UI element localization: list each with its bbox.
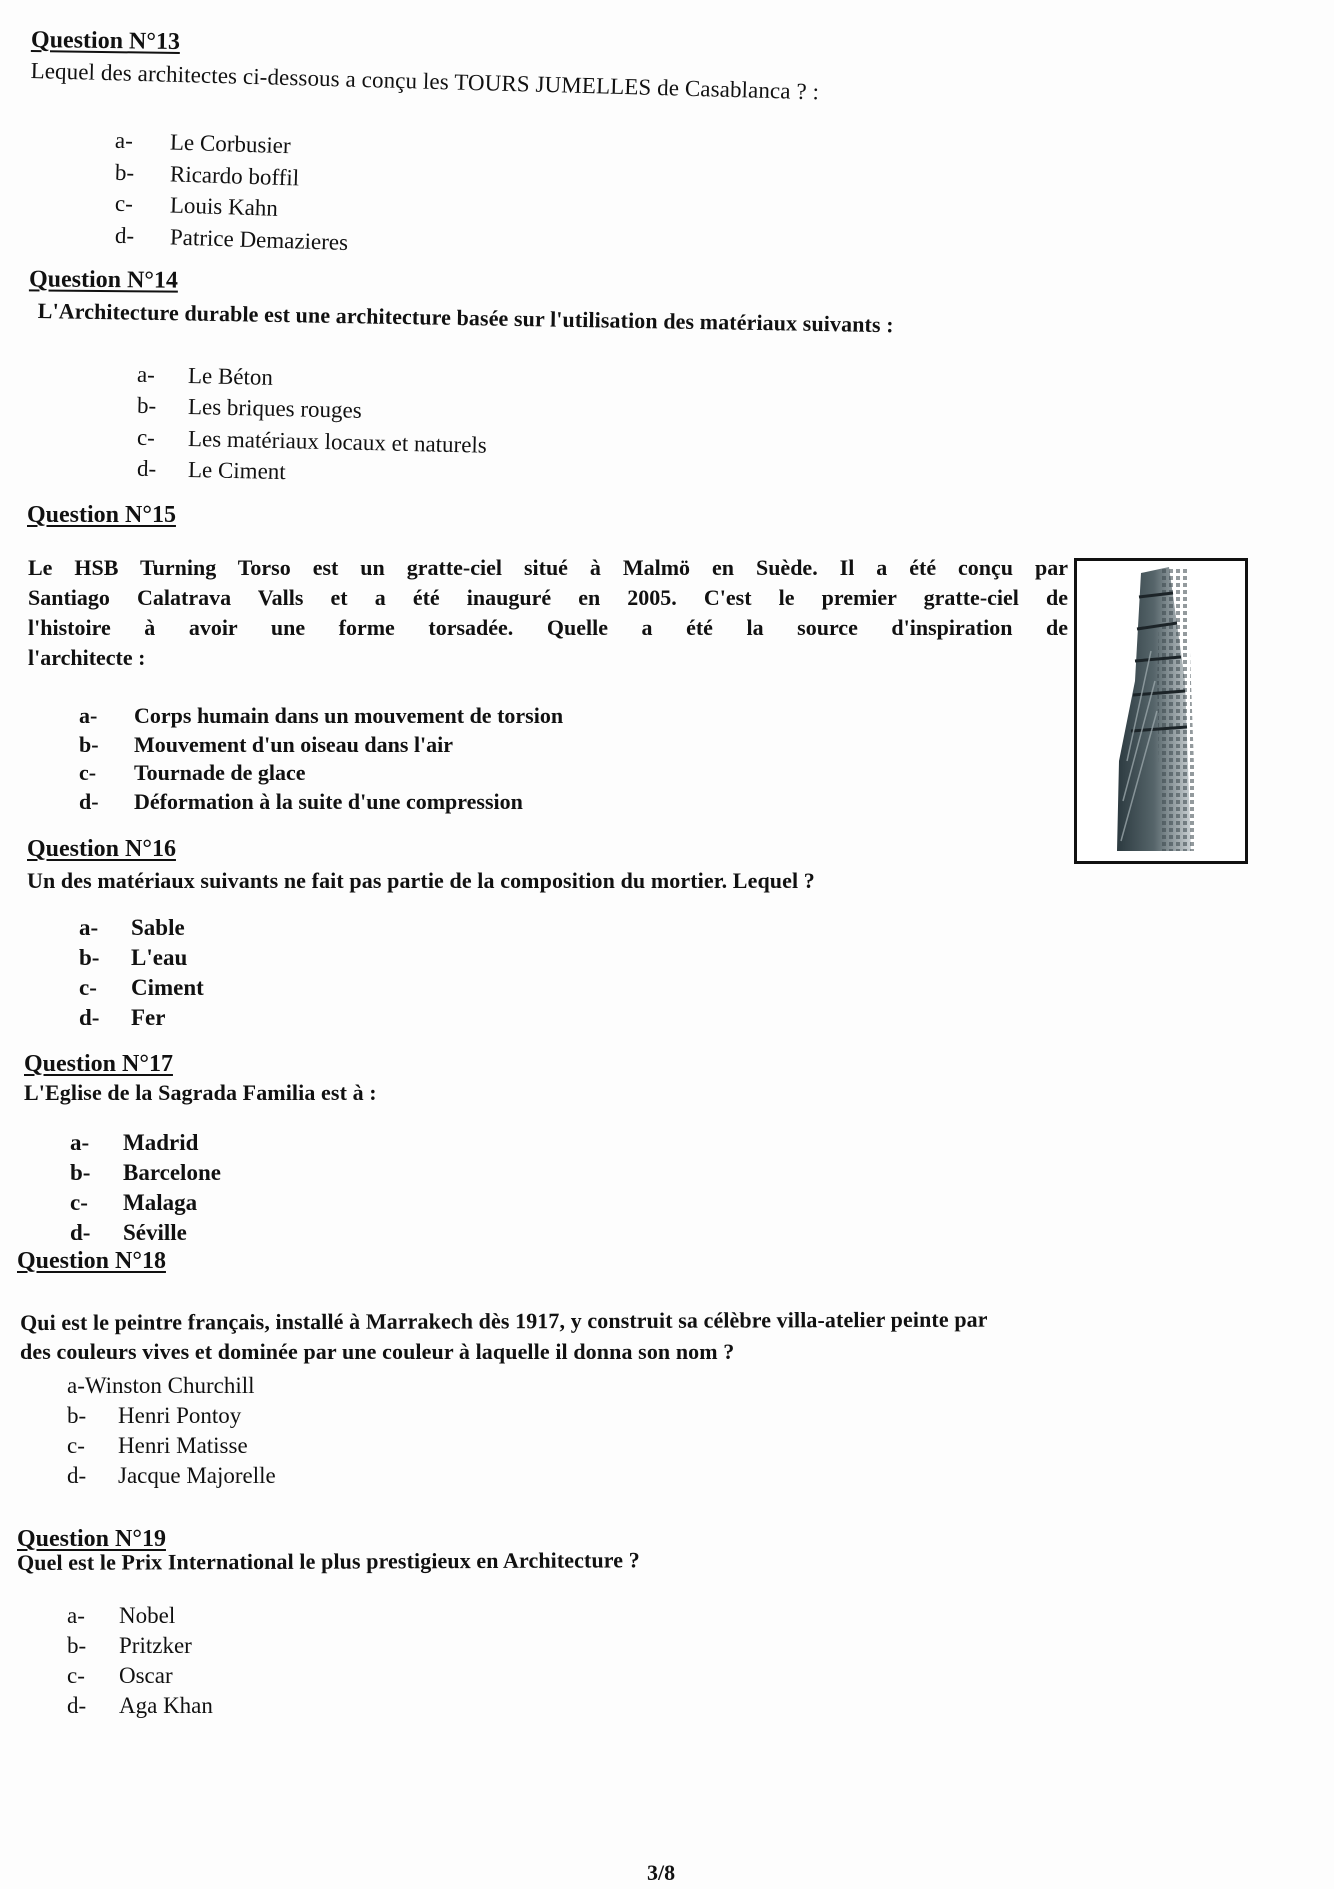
option-letter: c- (114, 190, 134, 217)
question-15-line-2: Santiago Calatrava Valls et a été inauguré en 2005. C'est le premier gratte-ciel de (28, 585, 1068, 610)
option-label: Aga Khan (119, 1693, 213, 1718)
option-letter: d- (67, 1693, 87, 1718)
option-letter: c- (79, 975, 97, 1000)
option-label: Louis Kahn (169, 192, 279, 221)
option-b (114, 159, 300, 191)
option-b (79, 732, 454, 758)
question-18-text-line-1: Qui est le peintre français, installé à Marrakech dès 1917, y construit sa célèbre villa-atelier peinte par (20, 1306, 988, 1335)
option-label: Les briques rouges (187, 393, 362, 423)
option-label: Déformation à la suite d'une compression (134, 789, 523, 814)
option-letter: c- (79, 760, 97, 785)
option-b (70, 1160, 221, 1186)
option-label: L'eau (131, 945, 188, 970)
option-letter: b- (79, 945, 100, 970)
option-letter: d- (79, 789, 99, 814)
question-18-text-line-2: des couleurs vives et dominée par une couleur à laquelle il donna son nom ? (20, 1339, 735, 1364)
option-d (136, 455, 286, 485)
option-letter: b- (136, 392, 157, 419)
option-letter: a- (67, 1373, 85, 1398)
option-letter: a- (67, 1603, 85, 1628)
question-13-text: Lequel des architectes ci-dessous a conçu les TOURS JUMELLES de Casablanca ? : (30, 58, 820, 105)
option-letter: a- (136, 361, 156, 388)
option-letter: b- (70, 1160, 91, 1185)
option-letter: c- (67, 1663, 85, 1688)
option-d (79, 789, 523, 815)
option-letter: b- (79, 732, 99, 757)
option-letter: c- (70, 1190, 88, 1215)
option-label: Barcelone (123, 1160, 221, 1185)
question-14-text: L'Architecture durable est une architecture basée sur l'utilisation des matériaux suivants : (37, 298, 894, 338)
option-letter: d- (136, 455, 157, 482)
question-15-line-3: l'histoire à avoir une forme torsadée. Quelle a été la source d'inspiration de (28, 615, 1068, 640)
option-a (114, 127, 292, 159)
option-label: Ricardo boffil (169, 161, 300, 191)
option-label: Les matériaux locaux et naturels (187, 425, 488, 458)
option-letter: a- (70, 1130, 90, 1155)
option-a (79, 915, 185, 941)
question-14-heading: Question N°14 (28, 266, 179, 294)
option-label: Tournade de glace (134, 760, 306, 785)
option-label: Jacque Majorelle (118, 1463, 276, 1488)
option-letter: d- (79, 1005, 100, 1030)
option-label: Mouvement d'un oiseau dans l'air (134, 732, 454, 757)
question-16-text: Un des matériaux suivants ne fait pas partie de la composition du mortier. Lequel ? (27, 868, 815, 893)
option-c (70, 1190, 198, 1216)
question-18-heading: Question N°18 (17, 1248, 166, 1274)
question-16-heading: Question N°16 (27, 836, 176, 862)
option-d (114, 222, 349, 256)
question-15-line-4: l'architecte : (28, 645, 146, 670)
option-label: Sable (131, 915, 185, 940)
option-label: Patrice Demazieres (169, 224, 349, 256)
page-number: 3/8 (647, 1860, 676, 1885)
option-label: Malaga (123, 1190, 198, 1215)
option-letter: b- (67, 1633, 87, 1658)
option-letter: d- (114, 222, 135, 249)
option-label: Henri Pontoy (118, 1403, 242, 1428)
option-b (67, 1633, 192, 1659)
option-d (79, 1005, 166, 1031)
question-19-heading: Question N°19 (17, 1526, 166, 1552)
turning-torso-image (1074, 558, 1248, 864)
option-label: Séville (123, 1220, 187, 1245)
option-letter: b- (114, 159, 135, 186)
option-a (67, 1373, 255, 1399)
option-a (79, 703, 564, 729)
option-b (79, 945, 188, 971)
option-letter: b- (67, 1403, 87, 1428)
option-d (67, 1463, 276, 1489)
option-label: Oscar (119, 1663, 173, 1688)
option-a (70, 1130, 199, 1156)
option-b (136, 392, 362, 423)
option-c (114, 190, 279, 221)
option-label: Le Corbusier (169, 129, 292, 159)
question-15-line-1: Le HSB Turning Torso est un gratte-ciel situé à Malmö en Suède. Il a été conçu par (28, 555, 1068, 580)
option-label: Henri Matisse (118, 1433, 248, 1458)
option-letter: c- (136, 424, 156, 451)
option-label: Fer (131, 1005, 166, 1030)
option-letter: c- (67, 1433, 85, 1458)
option-letter: d- (70, 1220, 91, 1245)
question-15-heading: Question N°15 (27, 502, 176, 528)
option-d (70, 1220, 187, 1246)
option-letter: a- (79, 703, 98, 728)
option-label: Nobel (119, 1603, 176, 1628)
option-c (67, 1663, 173, 1689)
skyscraper-photo-icon (1077, 561, 1245, 861)
option-c (67, 1433, 248, 1459)
option-label: Winston Churchill (84, 1373, 255, 1398)
option-letter: a- (114, 127, 134, 154)
option-label: Pritzker (119, 1633, 192, 1658)
option-c (79, 975, 204, 1001)
option-b (67, 1403, 242, 1429)
question-19-text: Quel est le Prix International le plus prestigieux en Architecture ? (17, 1547, 640, 1575)
option-a (136, 361, 274, 390)
option-label: Madrid (123, 1130, 199, 1155)
option-letter: d- (67, 1463, 87, 1488)
question-13-heading: Question N°13 (30, 26, 181, 56)
question-17-heading: Question N°17 (24, 1051, 173, 1077)
option-c (79, 760, 306, 786)
option-label: Ciment (131, 975, 204, 1000)
question-17-text: L'Eglise de la Sagrada Familia est à : (24, 1080, 377, 1105)
option-d (67, 1693, 213, 1719)
option-label: Le Ciment (187, 456, 286, 485)
option-a (67, 1603, 176, 1629)
option-letter: a- (79, 915, 99, 940)
option-label: Corps humain dans un mouvement de torsion (134, 703, 564, 728)
option-c (136, 424, 488, 458)
option-label: Le Béton (187, 362, 274, 390)
question-15-text (28, 553, 1068, 673)
